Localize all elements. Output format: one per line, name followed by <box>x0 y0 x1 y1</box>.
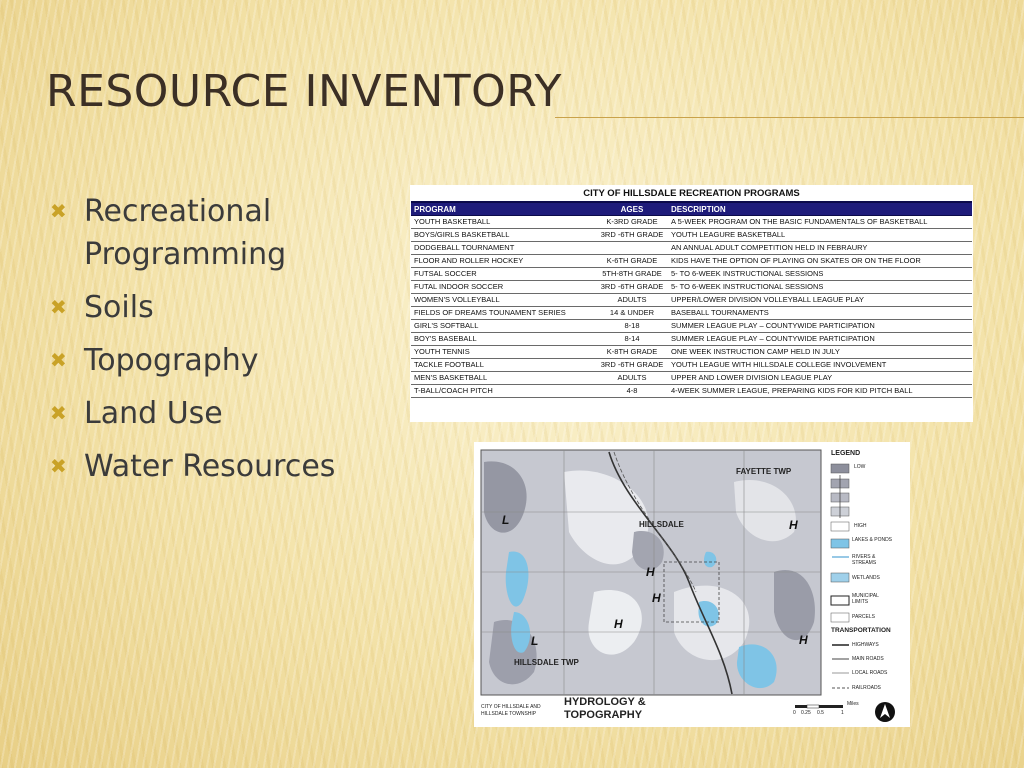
bullet-x-icon: ✖ <box>50 454 67 478</box>
low-marker: L <box>531 634 539 648</box>
cell-program: DODGEBALL TOURNAMENT <box>411 242 596 255</box>
legend-municipal: MUNICIPAL LIMITS <box>852 593 879 605</box>
column-header-ages: AGES <box>596 202 668 216</box>
cell-ages: K-3RD GRADE <box>596 216 668 229</box>
table-row <box>411 333 972 346</box>
map-credit: CITY OF HILLSDALE AND HILLSDALE TOWNSHIP <box>481 704 541 717</box>
scale-tick: 1 <box>841 710 844 716</box>
table-row <box>411 372 972 385</box>
map-label-hillsdale-twp: HILLSDALE TWP <box>514 658 579 667</box>
cell-ages: 3RD -6TH GRADE <box>596 359 668 372</box>
table-row <box>411 268 972 281</box>
bullet-list <box>48 190 378 498</box>
cell-program: FLOOR AND ROLLER HOCKEY <box>411 255 596 268</box>
cell-ages: 8-14 <box>596 333 668 346</box>
cell-ages: 3RD -6TH GRADE <box>596 229 668 242</box>
bullet-item <box>48 286 378 329</box>
cell-description: 5- TO 6-WEEK INSTRUCTIONAL SESSIONS <box>668 281 972 294</box>
cell-description: UPPER/LOWER DIVISION VOLLEYBALL LEAGUE PLAY <box>668 294 972 307</box>
high-marker: H <box>799 633 808 647</box>
legend-main-roads: MAIN ROADS <box>852 656 884 662</box>
bullet-item <box>48 190 378 276</box>
cell-description: A 5-WEEK PROGRAM ON THE BASIC FUNDAMENTALS OF BASKETBALL <box>668 216 972 229</box>
cell-ages <box>596 242 668 255</box>
cell-ages: 4-8 <box>596 385 668 398</box>
bullet-label: Recreational Programming <box>84 194 287 272</box>
cell-description: SUMMER LEAGUE PLAY – COUNTYWIDE PARTICIPATION <box>668 333 972 346</box>
legend-railroads: RAILROADS <box>852 685 881 691</box>
cell-ages: 5TH-8TH GRADE <box>596 268 668 281</box>
cell-ages: 3RD -6TH GRADE <box>596 281 668 294</box>
table-row <box>411 346 972 359</box>
scale-tick: 0.5 <box>817 710 824 716</box>
cell-program: FUTSAL SOCCER <box>411 268 596 281</box>
cell-ages: ADULTS <box>596 294 668 307</box>
cell-program: FIELDS OF DREAMS TOUNAMENT SERIES <box>411 307 596 320</box>
bullet-item <box>48 445 378 488</box>
table-row <box>411 281 972 294</box>
cell-description: BASEBALL TOURNAMENTS <box>668 307 972 320</box>
legend-lakes: LAKES & PONDS <box>852 537 893 543</box>
cell-description: 4-WEEK SUMMER LEAGUE, PREPARING KIDS FOR KID PITCH BALL <box>668 385 972 398</box>
legend-local-roads: LOCAL ROADS <box>852 670 888 676</box>
title-divider <box>555 117 1024 118</box>
table-header-row <box>411 202 972 216</box>
high-marker: H <box>652 591 661 605</box>
scale-tick: 0 <box>793 710 796 716</box>
table-row <box>411 242 972 255</box>
cell-description: ONE WEEK INSTRUCTION CAMP HELD IN JULY <box>668 346 972 359</box>
table-row <box>411 385 972 398</box>
cell-ages: 14 & UNDER <box>596 307 668 320</box>
table-row <box>411 320 972 333</box>
legend-low: LOW <box>854 464 866 470</box>
cell-program: BOY'S BASEBALL <box>411 333 596 346</box>
transport-title: TRANSPORTATION <box>831 627 891 634</box>
table-row <box>411 294 972 307</box>
legend-high: HIGH <box>854 523 867 529</box>
high-marker: H <box>614 617 623 631</box>
hydrology-topography-map <box>474 442 910 727</box>
bullet-item <box>48 339 378 382</box>
cell-description: YOUTH LEAGURE BASKETBALL <box>668 229 972 242</box>
recreation-programs-table <box>410 185 973 422</box>
table-row <box>411 229 972 242</box>
high-marker: H <box>646 565 655 579</box>
map-label-hillsdale: HILLSDALE <box>639 520 684 529</box>
table-row <box>411 216 972 229</box>
bullet-x-icon: ✖ <box>50 348 67 372</box>
cell-program: YOUTH TENNIS <box>411 346 596 359</box>
column-header-description: DESCRIPTION <box>668 202 972 216</box>
programs-grid <box>411 201 972 398</box>
bullet-x-icon: ✖ <box>50 199 67 223</box>
legend-title: LEGEND <box>831 450 861 457</box>
bullet-x-icon: ✖ <box>50 401 67 425</box>
cell-program: BOYS/GIRLS BASKETBALL <box>411 229 596 242</box>
cell-program: GIRL'S SOFTBALL <box>411 320 596 333</box>
table-title: CITY OF HILLSDALE RECREATION PROGRAMS <box>583 188 800 199</box>
cell-description: UPPER AND LOWER DIVISION LEAGUE PLAY <box>668 372 972 385</box>
bullet-item <box>48 392 378 435</box>
bullet-label: Soils <box>84 290 154 325</box>
cell-ages: K-8TH GRADE <box>596 346 668 359</box>
cell-description: AN ANNUAL ADULT COMPETITION HELD IN FEBRAURY <box>668 242 972 255</box>
low-marker: L <box>502 513 510 527</box>
cell-program: YOUTH BASKETBALL <box>411 216 596 229</box>
table-row <box>411 255 972 268</box>
bullet-label: Water Resources <box>84 449 336 484</box>
table-row <box>411 307 972 320</box>
legend-highways: HIGHWAYS <box>852 642 879 648</box>
map-graphic <box>474 442 910 727</box>
cell-description: SUMMER LEAGUE PLAY – COUNTYWIDE PARTICIPATION <box>668 320 972 333</box>
legend-rivers: RIVERS & STREAMS <box>852 554 877 566</box>
cell-ages: ADULTS <box>596 372 668 385</box>
cell-ages: K-6TH GRADE <box>596 255 668 268</box>
bullet-label: Topography <box>84 343 259 378</box>
cell-program: T-BALL/COACH PITCH <box>411 385 596 398</box>
cell-description: YOUTH LEAGUE WITH HILLSDALE COLLEGE INVOLVEMENT <box>668 359 972 372</box>
cell-ages: 8-18 <box>596 320 668 333</box>
page-title: RESOURCE INVENTORY <box>46 66 562 117</box>
legend-parcels: PARCELS <box>852 614 875 620</box>
cell-program: FUTAL INDOOR SOCCER <box>411 281 596 294</box>
map-title: HYDROLOGY & TOPOGRAPHY <box>564 696 646 721</box>
cell-program: WOMEN'S VOLLEYBALL <box>411 294 596 307</box>
high-marker: H <box>789 518 798 532</box>
cell-program: MEN'S BASKETBALL <box>411 372 596 385</box>
cell-description: KIDS HAVE THE OPTION OF PLAYING ON SKATES OR ON THE FLOOR <box>668 255 972 268</box>
cell-program: TACKLE FOOTBALL <box>411 359 596 372</box>
bullet-x-icon: ✖ <box>50 295 67 319</box>
table-row <box>411 359 972 372</box>
scale-label: Miles <box>847 701 859 707</box>
scale-tick: 0.25 <box>801 710 811 716</box>
column-header-program: PROGRAM <box>411 202 596 216</box>
map-label-fayette: FAYETTE TWP <box>736 467 792 476</box>
cell-description: 5- TO 6-WEEK INSTRUCTIONAL SESSIONS <box>668 268 972 281</box>
legend-wetlands: WETLANDS <box>852 575 880 581</box>
bullet-label: Land Use <box>84 396 223 431</box>
